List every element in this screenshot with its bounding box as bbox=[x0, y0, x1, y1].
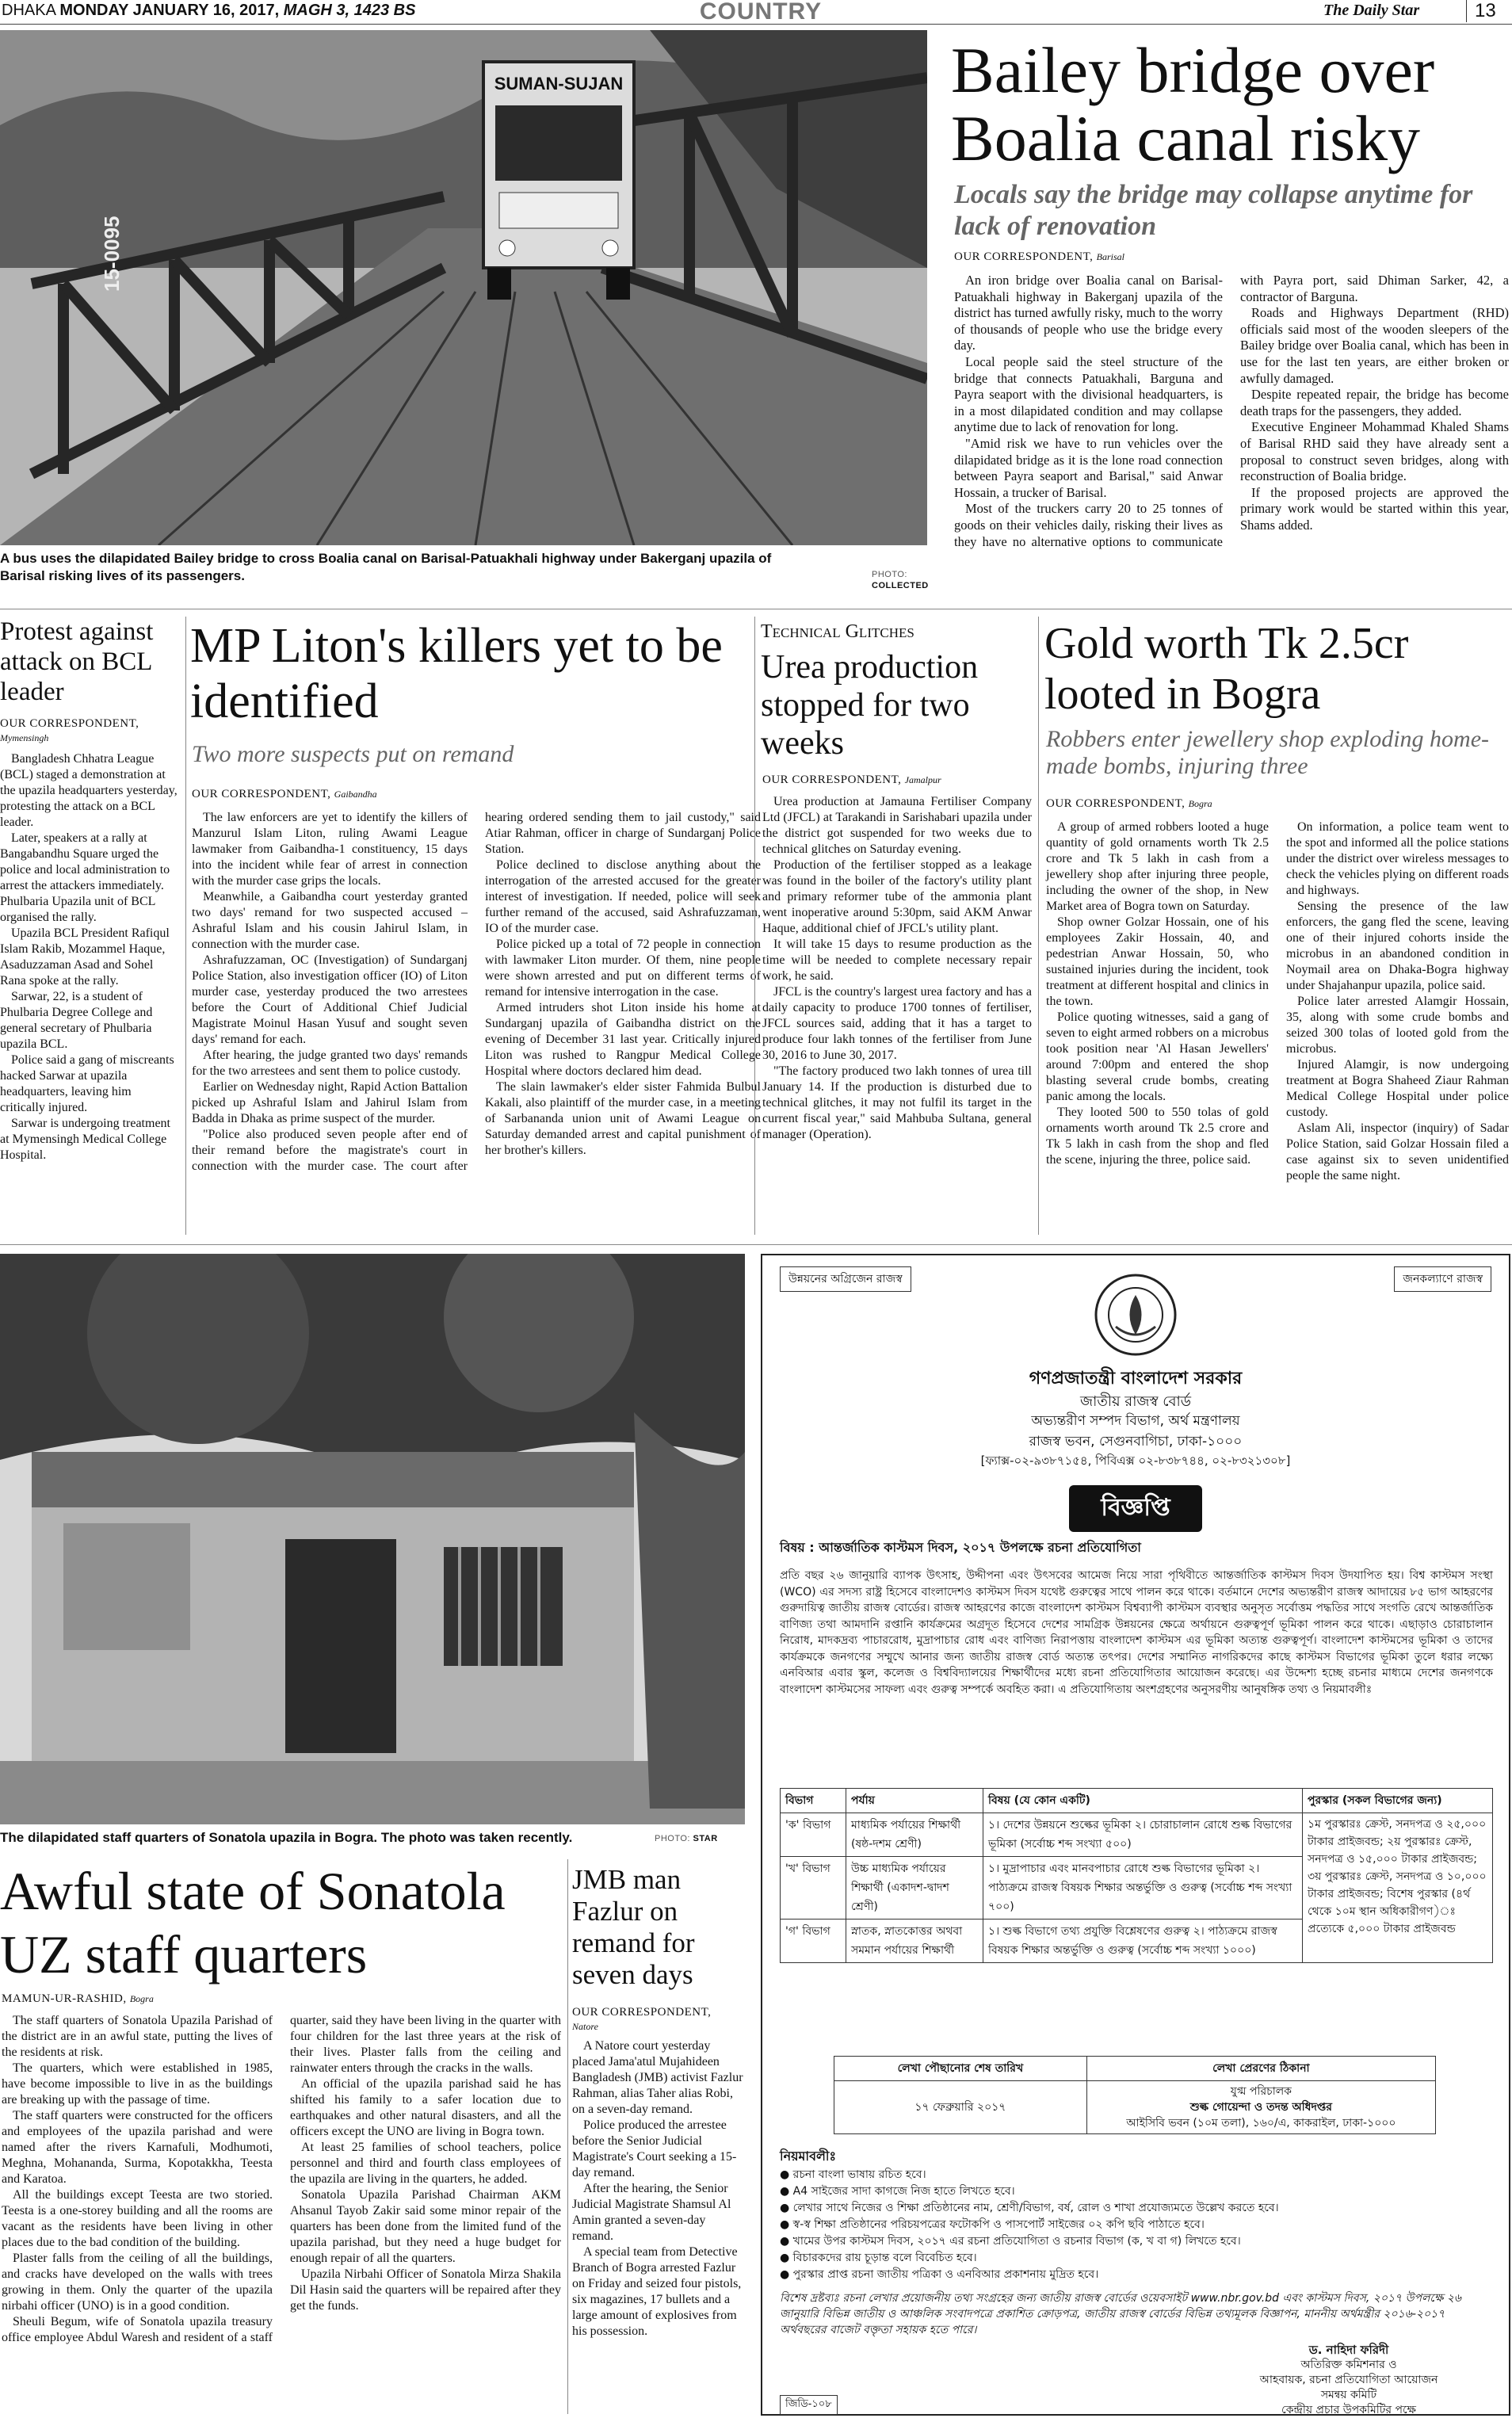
bailey-headline: Bailey bridge over Boalia canal risky bbox=[951, 34, 1435, 174]
ad-rule: A4 সাইজের সাদা কাগজে নিজ হাতে লিখতে হবে। bbox=[792, 2185, 1015, 2198]
ad-division: অভ্যন্তরীণ সম্পদ বিভাগ, অর্থ মন্ত্রণালয় bbox=[1031, 1413, 1240, 1429]
urea-byline bbox=[762, 774, 1032, 787]
dateline-date: MONDAY JANUARY 16, 2017, bbox=[59, 2, 280, 19]
ad-th-div: বিভাগ bbox=[781, 1789, 846, 1813]
sonatola-credit bbox=[655, 1834, 742, 1843]
ad-gov: গণপ্রজাতন্ত্রী বাংলাদেশ সরকার bbox=[1029, 1369, 1243, 1389]
ad-deadline-table bbox=[834, 2056, 1436, 2134]
list-item: ● A4 সাইজের সাদা কাগজে নিজ হাতে লিখতে হবে। bbox=[780, 2185, 1015, 2198]
protest-para: Upazila BCL President Rafiqul Islam Rakib, Mozammel Haque, Asaduzzaman Asad and Sohel Rana spoke at the rally. bbox=[0, 926, 170, 987]
bailey-para: Executive Engineer Mohammad Khaled Shams of Barisal RHD said they have already sent a proposal to construct seven bridges, along with reconstruction of Boalia bridge. bbox=[1240, 419, 1509, 484]
sonatola-para: Upazila Nirbahi Officer of Sonatola Mirza Shakila Dil Hasin said the quarters will be repaired after they get the funds. bbox=[290, 2267, 561, 2313]
jmb-para: After the hearing, the Senior Judicial Magistrate Shamsul Al Amin granted a seven-day remand. bbox=[572, 2182, 731, 2243]
ad-notice: বিজ্ঞপ্তি bbox=[1069, 1485, 1201, 1532]
ad-rule: রচনা বাংলা ভাষায় রচিত হবে। bbox=[792, 2168, 926, 2181]
jmb-para: Police produced the arrestee before the Senior Judicial Magistrate's Court seeking a 15-day remand. bbox=[572, 2118, 737, 2179]
urea-byline-place: Jamalpur bbox=[904, 774, 941, 785]
gold-para: Police quoting witnesses, said a gang of seven to eight armed robbers on a microbus took position near 'Al Hasan Jewellers' around 7:00pm and entered the shop blasting several crude bombs, creating panic among the locals. bbox=[1046, 1010, 1269, 1103]
liton-para: Armed intruders shot Liton inside his home at Sundarganj upazila of Gaibandha district on the evening of December 31 last year. Critically injured Liton was rushed to Rangpur Medical College Hospital where doctors declared him dead. bbox=[485, 1001, 761, 1078]
ad-tag-right: জনকল্যাণে রাজস্ব bbox=[1394, 1266, 1491, 1292]
sonatola-byline-place: Bogra bbox=[129, 1993, 154, 2004]
jmb-byline-text: OUR CORRESPONDENT, bbox=[572, 2006, 712, 2019]
protest-byline bbox=[0, 716, 178, 745]
ad-subject: বিষয় : আন্তর্জাতিক কাস্টমস দিবস, ২০১৭ উপলক্ষে রচনা প্রতিযোগিতা bbox=[780, 1540, 1141, 1555]
ad-rule: স্ব-স্ব শিক্ষা প্রতিষ্ঠানের পরিচয়পত্রের ফটোকপি ও পাসপোর্ট সাইজের ০২ কপি ছবি পাঠাতে হবে। bbox=[792, 2218, 1205, 2231]
page-number: 13 bbox=[1466, 0, 1496, 22]
bailey-byline bbox=[954, 250, 1224, 264]
liton-para: "Police also produced seven people after end of their remand before the magistrate's court in connection with the murder case. The court after hearing ordered sending them to jail custody," said Atiar Rahman, officer in charge of Sundarganj Police Station. bbox=[192, 811, 761, 1173]
sonatola-photo bbox=[0, 1254, 745, 1824]
liton-para: The slain lawmaker's elder sister Fahmida Bulbul Kakali, also plaintiff of the murder case, in a meeting of Sarbananda union unit of Awami League on Saturday demanded arrest and capital punishment of her brother's killers. bbox=[485, 1080, 761, 1157]
ad-row-div: 'গ' বিভাগ bbox=[781, 1920, 846, 1963]
list-item: ● খামের উপর কাস্টমস দিবস, ২০১৭ এর রচনা প্রতিযোগিতা ও রচনার বিভাগ (ক, খ বা গ) লিখতে হবে। bbox=[780, 2235, 1241, 2248]
urea-para: Production of the fertiliser stopped as a leakage was found in the boiler of the factory's utility plant and primary reformer tube of the ammonia plant went inoperative around 5:30pm, said AKM Anwar Haque, additional chief of JFCL's utility plant. bbox=[762, 858, 1032, 935]
jmb-para: A Natore court yesterday placed Jama'atul Mujahideen Bangladesh (JMB) activist Fazlur Rahman, alias Taher alias Robi, on a seven-day remand. bbox=[572, 2039, 743, 2116]
liton-para: After hearing, the judge granted two days' remands for the two arrestees and sent them to police custody. bbox=[192, 1049, 468, 1078]
ad-code: জিডি-১০৮ bbox=[780, 2395, 838, 2415]
liton-deck: Two more suspects put on remand bbox=[192, 741, 514, 767]
ad-signer: ড. নাহিদা ফরিদী bbox=[1308, 2343, 1389, 2357]
ad-th-topic: বিষয় (যে কোন একটি) bbox=[983, 1789, 1303, 1813]
bus-name: SUMAN-SUJAN bbox=[494, 74, 624, 94]
gov-seal bbox=[762, 1271, 1509, 1362]
bus-plate: 15-0095 bbox=[100, 216, 124, 292]
jmb-byline-place: Natore bbox=[572, 2021, 598, 2032]
protest-para: Police said a gang of miscreants hacked Sarwar at upazila headquarters, leaving him critically injured. bbox=[0, 1053, 174, 1114]
liton-para: Police declined to disclose anything about the interrogation of the arrested accused for the greater interest of investigation. If needed, police will seek further remand of the accused, said Ashrafuzzaman, IO of the murder case. bbox=[485, 858, 761, 935]
bailey-para: Most of the truckers carry 20 to 25 tonnes of goods on their vehicles daily, risking their lives as they have no alternative options to communicate with Payra port, said Dhiman Sarker, 42, a contractor of Barguna. bbox=[954, 273, 1509, 549]
sonatola-credit-name: STAR bbox=[693, 1834, 718, 1843]
liton-byline-text: OUR CORRESPONDENT, bbox=[192, 788, 331, 800]
paper-name: The Daily Star bbox=[1323, 2, 1420, 19]
ad-deadline-label: লেখা পৌছানোর শেষ তারিখ bbox=[834, 2057, 1087, 2081]
gold-para: Injured Alamgir, is now undergoing treatment at Bogra Shaheed Ziaur Rahman Medical College Hospital under police custody. bbox=[1286, 1058, 1509, 1119]
ad-th-level: পর্যায় bbox=[846, 1789, 983, 1813]
ad-row-div: 'ক' বিভাগ bbox=[781, 1813, 846, 1857]
ad-rule: বিচারকদের রায় চূড়ান্ত বলে বিবেচিত হবে। bbox=[792, 2252, 977, 2264]
ad-signer-t2: আহবায়ক, রচনা প্রতিযোগিতা আয়োজন bbox=[1259, 2374, 1438, 2386]
bailey-bridge-photo bbox=[0, 30, 927, 545]
list-item: ● বিচারকদের রায় চূড়ান্ত বলে বিবেচিত হবে। bbox=[780, 2252, 977, 2264]
bailey-credit-label: PHOTO: bbox=[872, 570, 907, 579]
ad-row-topic: ১। দেশের উন্নয়নে শুল্কের ভূমিকা ২। চোরাচালান রোধে শুল্ক বিভাগের ভূমিকা (সর্বোচ্চ শব্দ সংখ্যা ৫০০) bbox=[983, 1813, 1303, 1857]
bailey-para: "Amid risk we have to run vehicles over the dilapidated bridge as it is the lone road connection between Payra seaport and Barisal," said Anwar Hossain, a trucker of Barisal. bbox=[954, 435, 1223, 500]
ad-rules-title: নিয়মাবলীঃ bbox=[780, 2149, 837, 2164]
ad-send-addr: আইসিবি ভবন (১০ম তলা), ১৬০/এ, কাকরাইল, ঢাকা-১০০০ bbox=[1126, 2117, 1396, 2130]
liton-para: Meanwhile, a Gaibandha court yesterday granted two days' remand for two suspected accused – Ashraful Islam and his cousin Jahirul Islam, in connection with the murder case. bbox=[192, 890, 468, 951]
protest-para: Bangladesh Chhatra League (BCL) staged a demonstration at the upazila headquarters yesterday, protesting the attack on a BCL leader. bbox=[0, 752, 178, 829]
ad-prize-text: ১ম পুরস্কারঃ ক্রেস্ট, সনদপত্র ও ২৫,০০০ টাকার প্রাইজবন্ড; ২য় পুরস্কারঃ ক্রেস্ট, সনদপত্র ও ১৫,০০০ টাকার প্রাইজবন্ড; ৩য় পুরস্কারঃ ক্রেস্ট, সনদপত্র ও ১০,০০০ টাকার প্রাইজবন্ড; বিশেষ পুরস্কার (৪র্থ থেকে ১০ম স্থান অধিকারীগণ)ঃ প্রত্যেকে ৫,০০০ টাকার প্রাইজবন্ড bbox=[1303, 1813, 1493, 1963]
ad-row-topic: ১। শুল্ক বিভাগে তথ্য প্রযুক্তি বিশ্লেষণের গুরুত্ব ২। পাঠ্যক্রমে রাজস্ব বিষয়ক শিক্ষার অন্তর্ভুক্তি ও গুরুত্ব (সর্বোচ্চ শব্দ সংখ্যা ১০০০) bbox=[983, 1920, 1303, 1963]
urea-headline: Urea production stopped for two weeks bbox=[761, 649, 979, 762]
dateline bbox=[2, 2, 415, 20]
urea-kicker: Technical Glitches bbox=[761, 621, 914, 642]
ad-rules bbox=[780, 2167, 1493, 2283]
sonatola-para: An official of the upazila parishad said he has shifted his family to a safer location due to earthquakes and other natural disasters, and all the officers except the UNO are living in Bogra town. bbox=[290, 2077, 561, 2138]
ad-body: প্রতি বছর ২৬ জানুয়ারি ব্যাপক উৎসাহ, উদ্দীপনা এবং উৎসবের আমেজ নিয়ে সারা পৃথিবীতে আন্তর্জাতিক কাস্টমস দিবস উদযাপিত হয়। বিশ্ব কাস্টমস সংস্থা (WCO) এর সদস্য রাষ্ট্র হিসেবে বাংলাদেশও কাস্টমস দিবস যথেষ্ট গুরুত্বের সাথে পালন করে থাকে। বর্তমানে দেশের অভ্যন্তরীণ রাজস্ব আদায়ের ৮৫ ভাগ আহরণের গুরুদায়িত্ব জাতীয় রাজস্ব বোর্ডের। রাজস্ব আহরণের কাজে বাংলাদেশ কাস্টমস বিশ্বব্যাপী কাস্টমস ব্যবস্থার অনুসৃত সর্বোত্তম পদ্ধতির সাথে সংগতি রেখে আন্তর্জাতিক বাণিজ্য তথা আমদানি রপ্তানি কার্যক্রমের অগ্রদূত হিসেবে দেশের সামগ্রিক উন্নয়নের ক্ষেত্রে অর্থায়নে গুরুত্বপূর্ণ ভূমিকা পালন করে থাকে। এছাড়াও চোরাচালান নিরোধ, মাদকদ্রব্য পাচাররোধ, মুদ্রাপাচার রোধ এবং বাণিজ্য নিরাপত্তায় বাংলাদেশ কাস্টমস এর ভূমিকা অত্যন্ত গুরুত্বপূর্ণ। বাংলাদেশ কাস্টমসের ভূমিকা ও তাদের কার্যক্রমকে জনগণের সম্মুখে আনার জন্য জাতীয় রাজস্ব বোর্ড অত্যন্ত তৎপর। দেশের সম্মানিত নাগরিকদের কাছে কাস্টমস বিভাগের ভূমিকা তুলে ধরার লক্ষ্যে এনবিআর এবার স্কুল, কলেজ ও বিশ্ববিদ্যালয়ের শিক্ষার্থীদের মধ্যে রচনা প্রতিযোগিতার আয়োজন করেছে। এর উদ্দেশ্য হচ্ছে রচনার মাধ্যমে দেশের জনগণকে বাংলাদেশ কাস্টমসের সাফল্য এবং গুরুত্ব সম্পর্কে অবহিত করা। এ প্রতিযোগিতায় অংশগ্রহণের অনুসরণীয় আনুষঙ্গিক তথ্য ও নিয়মাবলীঃ bbox=[780, 1569, 1493, 1696]
protest-para: Later, speakers at a rally at Bangabandhu Square urged the police and local administration to arrest the attackers immediately. Phulbaria Upazila unit of BCL organised the rally. bbox=[0, 831, 170, 924]
bailey-para: Roads and Highways Department (RHD) officials said most of the wooden sleepers of the Bailey bridge over Boalia canal, which has been in use for the last ten years, are either broken or awfully damaged. bbox=[1240, 305, 1509, 386]
ad-row-level: মাধ্যমিক পর্যায়ের শিক্ষার্থী (ষষ্ঠ-দশম শ্রেণী) bbox=[846, 1813, 983, 1857]
ad-tag-left: উন্নয়নের অগ্রিজেন রাজস্ব bbox=[780, 1266, 911, 1292]
quarters-illustration bbox=[0, 1254, 745, 1824]
ad-rule: খামের উপর কাস্টমস দিবস, ২০১৭ এর রচনা প্রতিযোগিতা ও রচনার বিভাগ (ক, খ বা গ) লিখতে হবে। bbox=[792, 2235, 1241, 2248]
ad-signer-t4: কেন্দ্রীয় প্রচার উপকমিটির পক্ষে bbox=[1281, 2404, 1416, 2416]
protest-headline: Protest against attack on BCL leader bbox=[0, 617, 154, 706]
ad-row-level: উচ্চ মাধ্যমিক পর্যায়ের শিক্ষার্থী (একাদশ-দ্বাদশ শ্রেণী) bbox=[846, 1857, 983, 1920]
gold-para: Aslam Ali, inspector (inquiry) of Sadar Police Station, said Golzar Hossain filed a case against six to seven unidentified people the same night. bbox=[1286, 1121, 1509, 1182]
gold-para: On information, a police team went to the spot and informed all the police stations under the district over wireless messages to check the vehicles plying on different roads and highways. bbox=[1286, 820, 1509, 897]
ad-send-to: যুগ্ম পরিচালক bbox=[1230, 2085, 1292, 2098]
ad-address: রাজস্ব ভবন, সেগুনবাগিচা, ঢাকা-১০০০ bbox=[1029, 1434, 1243, 1450]
urea-byline-text: OUR CORRESPONDENT, bbox=[762, 774, 902, 786]
bailey-byline-text: OUR CORRESPONDENT, bbox=[954, 250, 1094, 263]
gold-para: A group of armed robbers looted a huge quantity of gold ornaments worth Tk 2.5 crore and Tk 5 lakh in cash from a jewellery shop after injuring three people, including the owner of the shop, in New Market area of Bogra town on Saturday. bbox=[1046, 820, 1269, 913]
liton-para: Earlier on Wednesday night, Rapid Action Battalion picked up Ashraful Islam and Jahirul Islam from Badda in Dhaka as prime suspect of the murder. bbox=[192, 1080, 468, 1125]
sonatola-para: The quarters, which were established in 1985, have become impossible to live in as the buildings are breaking up with the passage of time. bbox=[2, 2061, 273, 2107]
gold-para: Police later arrested Alamgir Hossain, 35, along with some crude bombs and seized 300 tolas of looted gold from the microbus. bbox=[1286, 995, 1509, 1056]
sonatola-byline-text: MAMUN-UR-RASHID, bbox=[2, 1992, 127, 2005]
bangladesh-seal-icon bbox=[1092, 1271, 1179, 1358]
table-row bbox=[781, 1813, 1493, 1857]
dateline-bs: MAGH 3, 1423 BS bbox=[283, 2, 416, 19]
protest-byline-place: Mymensingh bbox=[0, 732, 49, 743]
sonatola-headline: Awful state of Sonatola UZ staff quarters bbox=[0, 1861, 506, 1984]
ad-send-office: শুল্ক গোয়েন্দা ও তদন্ত অধিদপ্তর bbox=[1189, 2101, 1333, 2114]
ad-deadline: ১৭ ফেব্রুয়ারি ২০১৭ bbox=[834, 2081, 1087, 2134]
ad-row-div: 'খ' বিভাগ bbox=[781, 1857, 846, 1920]
ad-notice-box bbox=[762, 1485, 1509, 1532]
ad-signer-t1: অতিরিক্ত কমিশনার ও bbox=[1300, 2359, 1397, 2371]
sonatola-para: Sonatola Upazila Parishad Chairman AKM Ahsanul Tayob Zakir said some minor repair of the quarters has been done from the limited fund of the upazila parishad, but they need a huge budget for enough repair of all the quarters. bbox=[290, 2188, 561, 2265]
section-label: COUNTRY bbox=[699, 0, 823, 25]
protest-body bbox=[0, 751, 178, 1227]
jmb-para: A special team from Detective Branch of Bogra arrested Fazlur on Friday and seized four pistols, six magazines, 17 bullets and a large amount of explosives from his possession. bbox=[572, 2245, 742, 2338]
bailey-caption: A bus uses the dilapidated Bailey bridge to cross Boalia canal on Barisal-Patuakhali highway under Bakerganj upazila of Barisal risking lives of its passengers. bbox=[0, 551, 772, 583]
ad-row-level: স্নাতক, স্নাতকোত্তর অথবা সমমান পর্যায়ের শিক্ষার্থী bbox=[846, 1920, 983, 1963]
liton-para: Police picked up a total of 72 people in connection with lawmaker Liton murder. Of them, nine people were shown arrested and put on different terms of remand for intensive interrogation in the case. bbox=[485, 938, 761, 999]
jmb-byline bbox=[572, 2005, 746, 2034]
sonatola-para: All the buildings except Teesta are two storied. Teesta is a one-storey building and all the rooms are vacant as the residents have been living in other places due to the bad condition of the building. bbox=[2, 2188, 273, 2249]
urea-para: "The factory produced two lakh tonnes of urea till January 14. If the production is disturbed due to technical glitches, it may not fulfil its target in the current fiscal year," said Mahbuba Sultana, general manager (Operation). bbox=[762, 1064, 1032, 1141]
bailey-para: An iron bridge over Boalia canal on Barisal-Patuakhali highway in Bakerganj upazila of the district has turned awfully risky, much to the worry of thousands of people who use the bridge every day. bbox=[954, 273, 1223, 353]
sonatola-para: The staff quarters of Sonatola Upazila Parishad of the district are in an awful state, putting the lives of the residents at risk. bbox=[2, 2014, 273, 2059]
gold-para: They looted 500 to 550 tolas of gold ornaments worth around Tk 2.5 crore and Tk 5 lakh in cash from the shop and fled the scene, injuring the three, police said. bbox=[1046, 1106, 1269, 1167]
ad-rule: লেখার সাথে নিজের ও শিক্ষা প্রতিষ্ঠানের নাম, শ্রেণী/বিভাগ, বর্ষ, রোল ও শাখা প্রযোজ্যমতে উল্লেখ করতে হবে। bbox=[792, 2202, 1279, 2214]
ad-rule: পুরস্কার প্রাপ্ত রচনা জাতীয় পত্রিকা ও এনবিআর প্রকাশনায় মুদ্রিত হবে। bbox=[792, 2268, 1099, 2281]
bailey-para: Despite repeated repair, the bridge has become death traps for the passengers, they added. bbox=[1240, 387, 1509, 418]
bailey-para: If the proposed projects are approved the primary work would be started within this year, Shams added. bbox=[1240, 484, 1509, 533]
ad-signature bbox=[1206, 2343, 1491, 2418]
protest-byline-text: OUR CORRESPONDENT, bbox=[0, 717, 139, 730]
sonatola-credit-label: PHOTO: bbox=[655, 1834, 690, 1843]
bailey-byline-place: Barisal bbox=[1096, 251, 1124, 262]
protest-para: Sarwar is undergoing treatment at Mymensingh Medical College Hospital. bbox=[0, 1117, 170, 1162]
sonatola-para: Sheuli Begum, wife of Sonatola upazila treasury office employee Abdul Waresh and resident of a staff quarter, said they have been living in the quarter with four children for the last three years at the risk of their lives. Plaster falls from the ceiling and rainwater enters through the cracks in the walls. bbox=[2, 2014, 561, 2344]
list-item: ● স্ব-স্ব শিক্ষা প্রতিষ্ঠানের পরিচয়পত্রের ফটোকপি ও পাসপোর্ট সাইজের ০২ কপি ছবি পাঠাতে হবে। bbox=[780, 2218, 1205, 2231]
gold-para: Shop owner Golzar Hossain, one of his employees Zakir Hossain, 40, and pedestrian Anwar Hossain, 50, who sustained injuries during the incident, took treatment at different hospital and clinics in the town. bbox=[1046, 915, 1269, 1008]
ad-prize-table bbox=[780, 1788, 1493, 1963]
sonatola-para: The staff quarters were constructed for the officers and employees of the upazila parishad and were named after the rivers Karnafuli, Modhumoti, Meghna, Mohananda, Surma, Kopotakkha, Teesta and Karatoa. bbox=[2, 2109, 273, 2186]
urea-para: JFCL is the country's largest urea factory and has a daily capacity to produce 1700 tonnes of fertiliser, JFCL sources said, adding that it has a target to produce four lakh tonnes of the fertiliser from June 30, 2016 to June 30, 2017. bbox=[762, 985, 1032, 1062]
gold-byline-text: OUR CORRESPONDENT, bbox=[1046, 797, 1186, 810]
gold-body bbox=[1046, 819, 1509, 1238]
bailey-credit bbox=[872, 569, 935, 591]
list-item: ● পুরস্কার প্রাপ্ত রচনা জাতীয় পত্রিকা ও এনবিআর প্রকাশনায় মুদ্রিত হবে। bbox=[780, 2268, 1099, 2281]
bailey-para: Local people said the steel structure of the bridge that connects Patuakhali, Barguna and Payra seaport with the divisional headquarters, is in a most dilapidated condition and may collapse anytime due to lack of renovation for long. bbox=[954, 353, 1223, 435]
dateline-city: DHAKA bbox=[2, 2, 55, 19]
gold-deck: Robbers enter jewellery shop exploding home-made bombs, injuring three bbox=[1046, 726, 1490, 779]
jmb-body bbox=[572, 2038, 746, 2414]
bridge-illustration bbox=[0, 30, 927, 545]
urea-para: It will take 15 days to resume production as the time will be needed to complete necessary repair work, he said. bbox=[762, 938, 1032, 983]
bailey-credit-name: COLLECTED bbox=[872, 581, 929, 590]
ad-send-label: লেখা প্রেরণের ঠিকানা bbox=[1086, 2057, 1435, 2081]
liton-para: The law enforcers are yet to identify the killers of Manzurul Islam Liton, ruling Awami League lawmaker from Gaibandha-1 constituency, 15 days into the incident while fear of arrest in connection with the murder case grips the locals. bbox=[192, 811, 468, 888]
gold-byline bbox=[1046, 797, 1315, 811]
sonatola-byline bbox=[2, 1992, 271, 2006]
protest-para: Sarwar, 22, is a student of Phulbaria Degree College and general secretary of Phulbaria upazila BCL. bbox=[0, 990, 153, 1051]
ad-signer-t3: সমন্বয় কমিটি bbox=[1320, 2389, 1377, 2401]
gold-headline: Gold worth Tk 2.5cr looted in Bogra bbox=[1044, 619, 1409, 719]
ad-special: বিশেষ দ্রষ্টব্যঃ রচনা লেখার প্রয়োজনীয় তথ্য সংগ্রহের জন্য জাতীয় রাজস্ব বোর্ডের ওয়েবসাইট www.nbr.gov.bd এবং কাস্টমস দিবস, ২০১৭ উপলক্ষে ২৬ জানুয়ারি বিভিন্ন জাতীয় ও আঞ্চলিক সংবাদপত্রে প্রকাশিত ক্রোড়পত্র, জাতীয় রাজস্ব বোর্ডের বিভিন্ন তথ্যমূলক বিজ্ঞাপন, মাননীয় অর্থমন্ত্রীর ২০১৬-২০১৭ অর্থবছরের বাজেট বক্তৃতা সহায়ক হতে পারে। bbox=[780, 2292, 1462, 2336]
urea-para: Urea production at Jamauna Fertiliser Company Ltd (JFCL) at Tarakandi in Sarishabari upazila under the district got suspended for two weeks due to technical glitches on Saturday evening. bbox=[762, 795, 1032, 856]
liton-body bbox=[192, 810, 761, 1238]
sonatola-caption: The dilapidated staff quarters of Sonatola upazila in Bogra. The photo was taken recently. bbox=[0, 1830, 573, 1845]
liton-byline-place: Gaibandha bbox=[334, 789, 377, 800]
page-header bbox=[0, 0, 1512, 24]
nbr-advertisement bbox=[761, 1254, 1510, 2416]
sonatola-para: Plaster falls from the ceiling of all the buildings, and cracks have developed on the walls with trees growing in them. Only the quarter of the upazila nirbahi officer (UNO) is in a good condition. bbox=[2, 2252, 273, 2313]
bailey-deck: Locals say the bridge may collapse anytime for lack of renovation bbox=[954, 180, 1473, 241]
gold-byline-place: Bogra bbox=[1188, 798, 1212, 809]
ad-fax: [ফ্যাক্স-০২-৯৩৮৭১৫৪, পিবিএক্স ০২-৮৩৮৭৪৪, ০২-৮৩২১৩০৮] bbox=[980, 1453, 1291, 1468]
list-item: ● রচনা বাংলা ভাষায় রচিত হবে। bbox=[780, 2168, 926, 2181]
liton-para: Ashrafuzzaman, OC (Investigation) of Sundarganj Police Station, also investigation officer (IO) of Liton murder case, yesterday produced the two arrestees before the Court of Additional Chief Judicial Magistrate Moinul Hasan Yusuf and sought seven days' remand for each. bbox=[192, 953, 468, 1046]
jmb-headline: JMB man Fazlur on remand for seven days bbox=[572, 1864, 695, 1990]
bailey-body bbox=[954, 273, 1509, 590]
ad-send-cell bbox=[1086, 2081, 1435, 2134]
sonatola-body bbox=[2, 2013, 561, 2414]
liton-byline bbox=[192, 788, 461, 801]
gold-para: Sensing the presence of the law enforcers, the gang fled the scene, leaving one of their injured cohorts inside the microbus in an abandoned condition in Noymail area on Dhaka-Bogra highway under Shajahanpur upazila, police said. bbox=[1286, 900, 1509, 992]
sonatola-para: At least 25 families of school teachers, police personnel and third and fourth class employees of the upazila are living in the quarters, he added. bbox=[290, 2141, 561, 2186]
liton-headline: MP Liton's killers yet to be identified bbox=[190, 619, 723, 728]
ad-row-topic: ১। মুদ্রাপাচার এবং মানবপাচার রোধে শুল্ক বিভাগের ভূমিকা ২। পাঠ্যক্রমে রাজস্ব বিষয়ক শিক্ষার অন্তর্ভুক্তি ও গুরুত্ব (সর্বোচ্চ শব্দ সংখ্যা ৭০০) bbox=[983, 1857, 1303, 1920]
list-item: ● লেখার সাথে নিজের ও শিক্ষা প্রতিষ্ঠানের নাম, শ্রেণী/বিভাগ, বর্ষ, রোল ও শাখা প্রযোজ্যমতে উল্লেখ করতে হবে। bbox=[780, 2202, 1279, 2214]
ad-board: জাতীয় রাজস্ব বোর্ড bbox=[1080, 1393, 1191, 1410]
urea-body bbox=[762, 794, 1032, 1238]
ad-th-prize: পুরস্কার (সকল বিভাগের জন্য) bbox=[1303, 1789, 1493, 1813]
